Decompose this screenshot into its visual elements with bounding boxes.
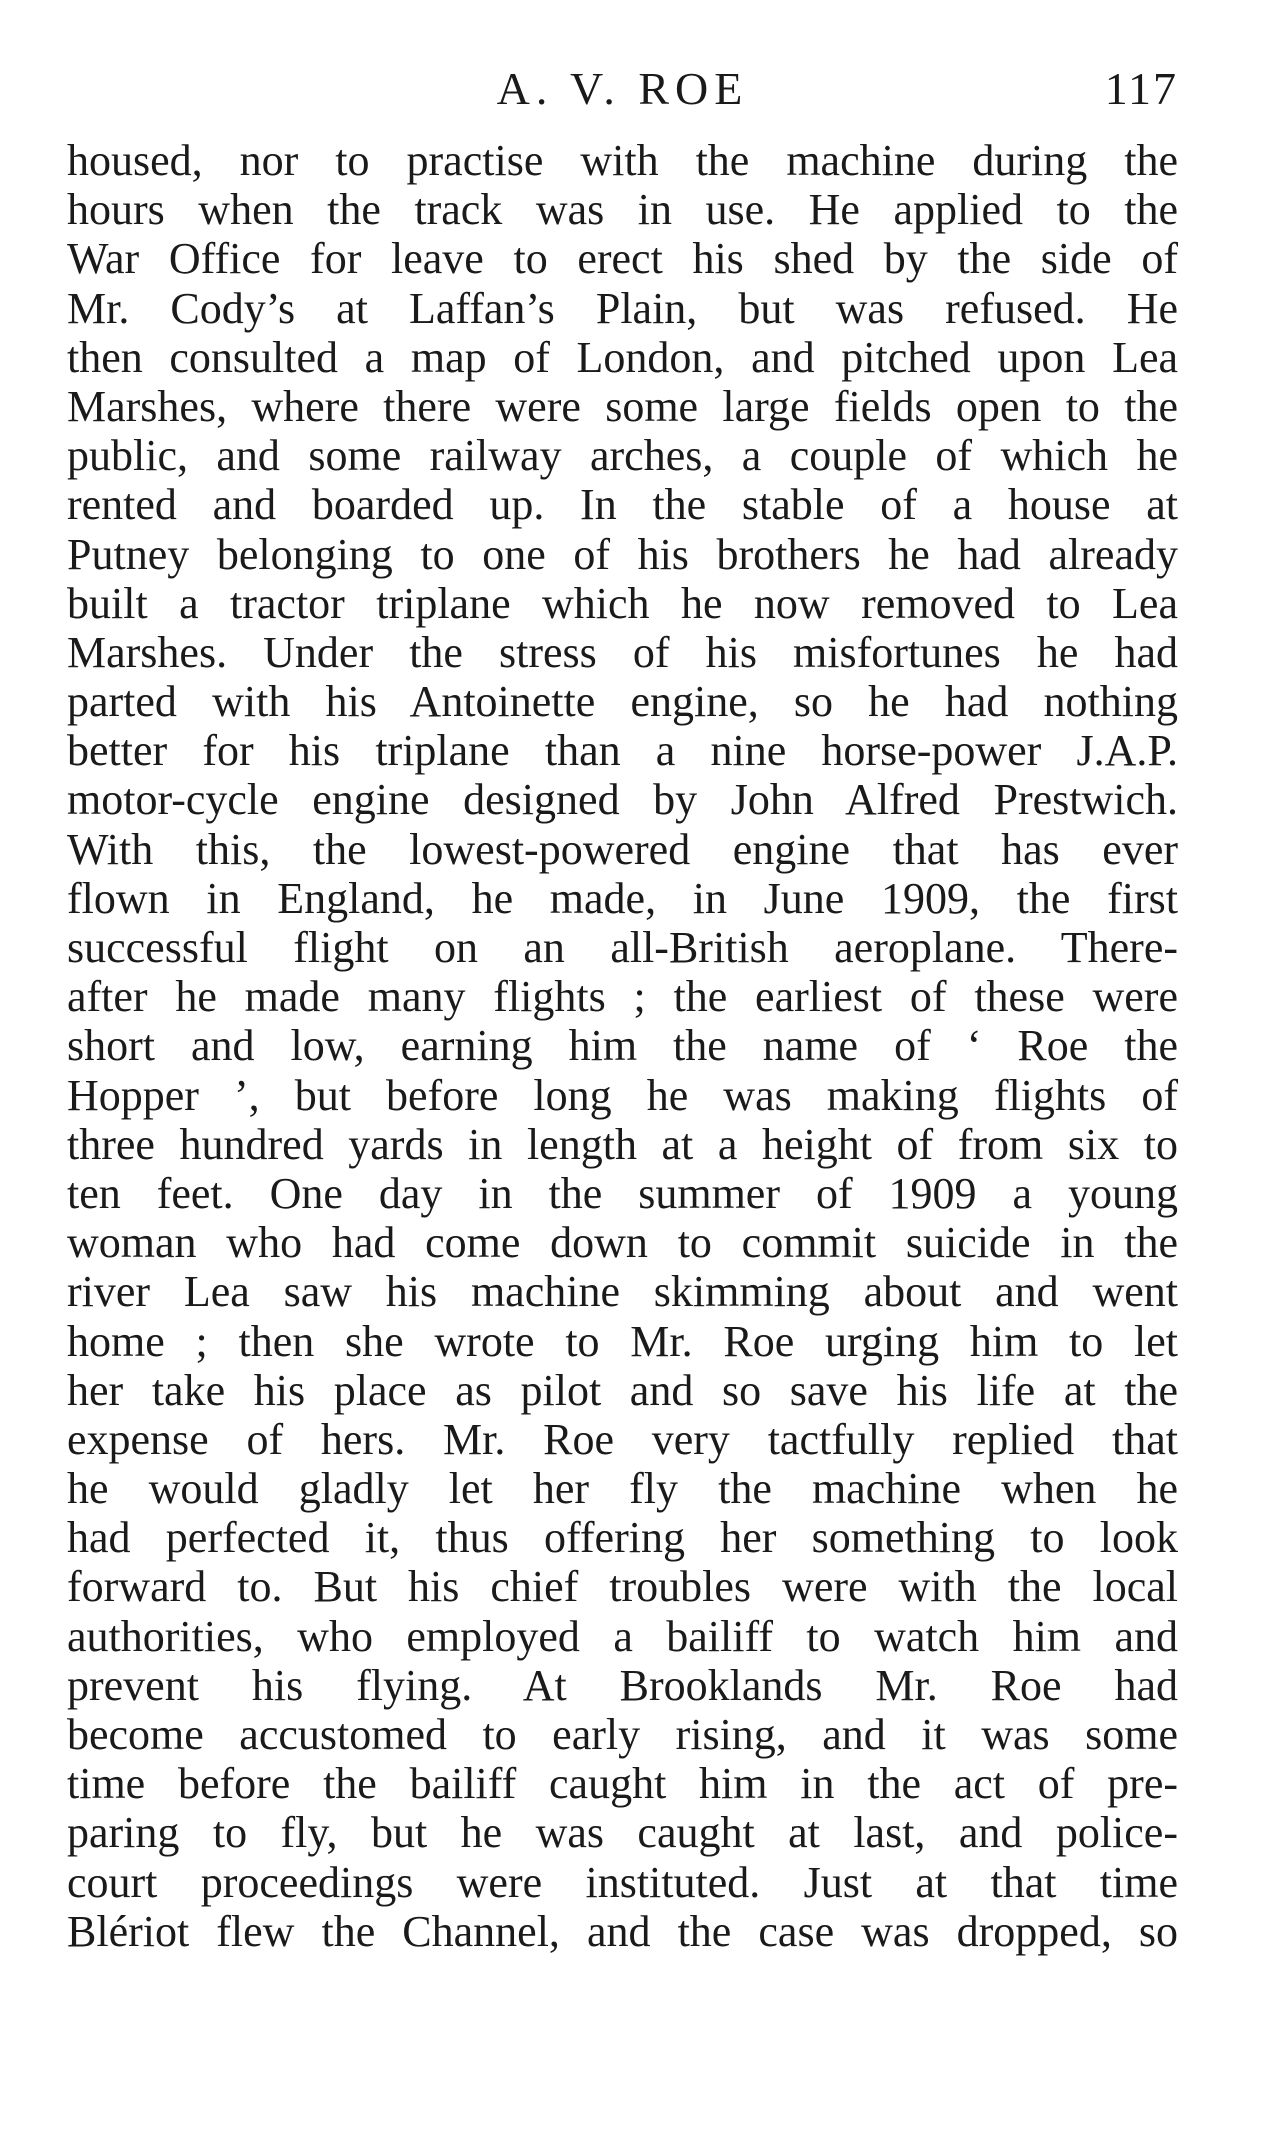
text-line: successful flight on an all-British aeroplane. There- — [67, 923, 1178, 972]
text-line: Marshes. Under the stress of his misfortunes he had — [67, 627, 1178, 677]
text-line: hours when the track was in use. He applied to the — [67, 185, 1178, 235]
text-line: flown in England, he made, in June 1909, the first — [67, 873, 1178, 923]
text-line: ten feet. One day in the summer of 1909 a young — [67, 1168, 1178, 1218]
page-number: 117 — [1104, 63, 1178, 114]
text-line: Hopper ’, but before long he was making flights of — [67, 1070, 1178, 1120]
text-line: Mr. Cody’s at Laffan’s Plain, but was refused. He — [67, 283, 1178, 333]
text-line: motor-cycle engine designed by John Alfred Prestwich. — [67, 775, 1178, 825]
text-line: rented and boarded up. In the stable of a house at — [67, 480, 1178, 530]
text-line: Blériot flew the Channel, and the case was dropped, so — [67, 1906, 1178, 1956]
body-text — [67, 136, 1178, 1956]
text-line: parted with his Antoinette engine, so he had nothing — [67, 677, 1178, 727]
text-line: had perfected it, thus offering her something to look — [67, 1513, 1178, 1563]
text-line: built a tractor triplane which he now removed to Lea — [67, 578, 1178, 628]
text-line: War Office for leave to erect his shed by the side of — [67, 234, 1178, 284]
text-line: authorities, who employed a bailiff to watch him and — [67, 1611, 1178, 1661]
text-line: home ; then she wrote to Mr. Roe urging him to let — [67, 1316, 1178, 1366]
text-line: better for his triplane than a nine horse-power J.A.P. — [67, 726, 1178, 776]
text-line: paring to fly, but he was caught at last, and police- — [67, 1808, 1178, 1858]
running-head — [67, 54, 1178, 124]
text-line: prevent his flying. At Brooklands Mr. Roe had — [67, 1660, 1178, 1710]
text-line: her take his place as pilot and so save his life at the — [67, 1365, 1178, 1415]
text-line: Marshes, where there were some large fields open to the — [67, 381, 1178, 431]
text-line: expense of hers. Mr. Roe very tactfully replied that — [67, 1414, 1178, 1464]
text-line: after he made many flights ; the earliest of these were — [67, 972, 1178, 1022]
text-line: public, and some railway arches, a couple of which he — [67, 431, 1178, 481]
text-line: short and low, earning him the name of ‘ Roe the — [67, 1021, 1178, 1071]
text-line: forward to. But his chief troubles were with the local — [67, 1562, 1178, 1612]
text-line: become accustomed to early rising, and it was some — [67, 1710, 1178, 1759]
text-line: three hundred yards in length at a height of from six to — [67, 1119, 1178, 1169]
running-title: A. V. ROE — [496, 63, 749, 114]
text-line: housed, nor to practise with the machine during the — [67, 136, 1178, 185]
text-line: With this, the lowest-powered engine that has ever — [67, 824, 1178, 874]
text-line: time before the bailiff caught him in the act of pre- — [67, 1759, 1178, 1809]
text-line: then consulted a map of London, and pitched upon Lea — [67, 332, 1178, 382]
text-line: court proceedings were instituted. Just at that time — [67, 1857, 1178, 1907]
text-line: woman who had come down to commit suicide in the — [67, 1218, 1178, 1268]
text-line: river Lea saw his machine skimming about and went — [67, 1267, 1178, 1317]
text-line: he would gladly let her fly the machine when he — [67, 1464, 1178, 1514]
text-line: Putney belonging to one of his brothers he had already — [67, 529, 1178, 579]
